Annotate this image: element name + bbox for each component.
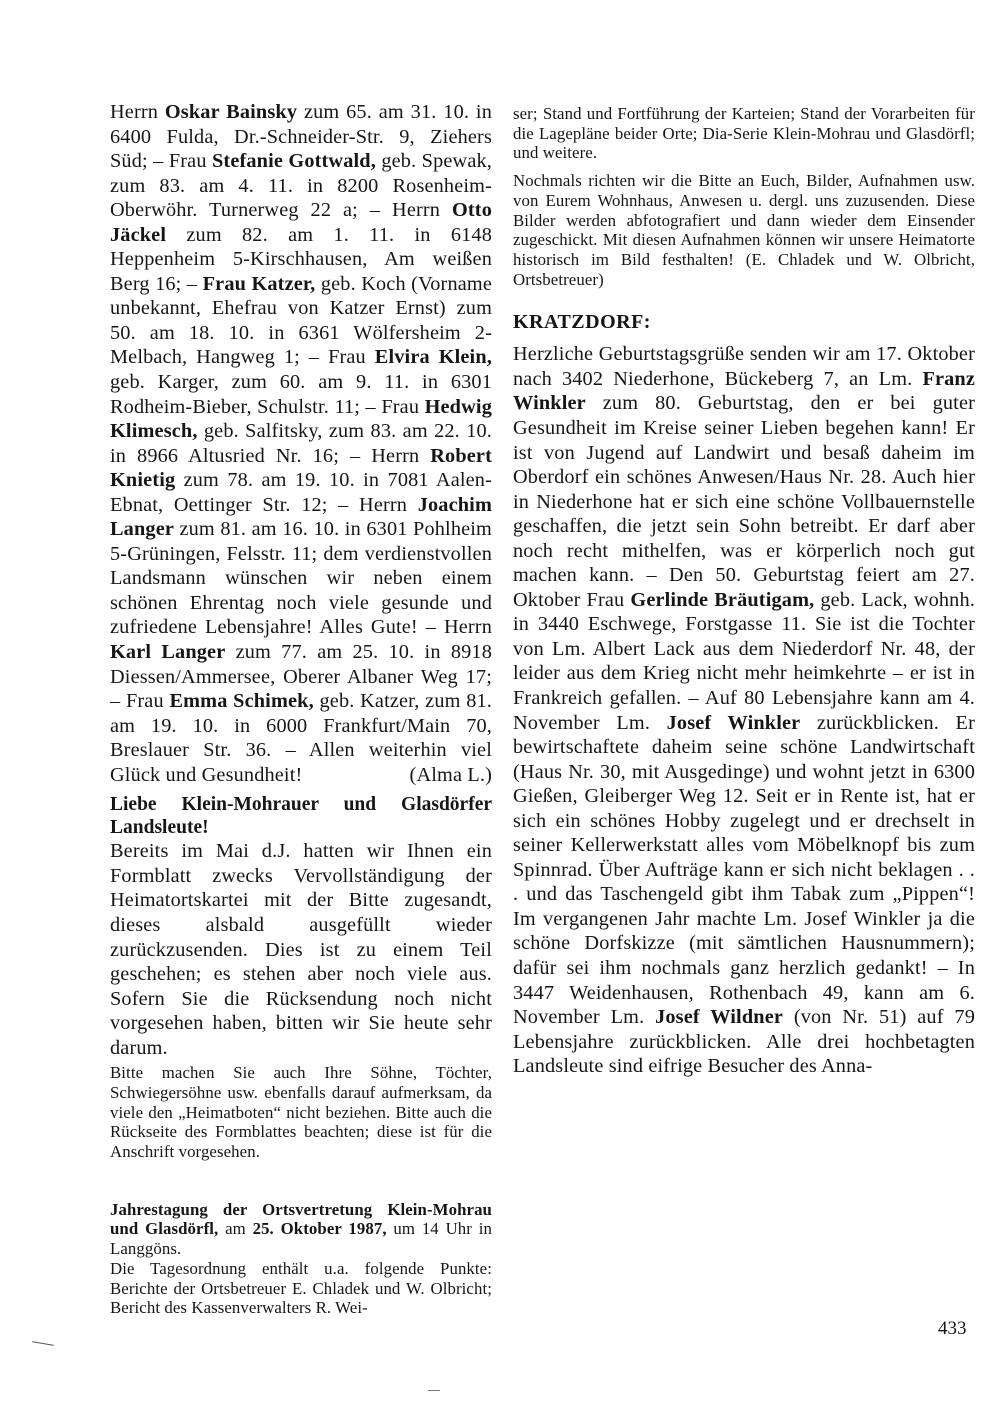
bold-name: Karl Langer [110,641,226,664]
scan-mark [32,1341,54,1346]
text-run: geb. Katzer, zum 81. am 19. 10. in 6000 Frankfurt/Main 70, Breslauer Str. 36. – Allen weiterhin viel Glück und Gesundheit! [110,690,493,786]
text-run: geb. Salfitsky, zum 83. am 22. 10. in 8966 Altusried Nr. 16; – Herrn [110,420,492,467]
paragraph [513,171,975,289]
text-run: Die Tagesordnung enthält u.a. folgende Punkte: Berichte der Ortsbetreuer E. Chladek und W. Olbricht; Bericht des Kassenverwalters R. Wei- [110,1258,492,1318]
bold-name: Emma Schimek, [169,690,314,713]
bold-name: Hedwig Klimesch, [110,395,492,443]
section-heading [513,311,975,334]
text-run: ser; Stand und Fortführung der Karteien; Stand der Vorarbeiten für die Lagepläne beider Orte; Dia-Serie Klein-Mohrau und Glasdörfl; und weitere. [513,104,975,163]
text-run: zum 80. Geburtstag, den er bei guter Gesundheit im Kreise seiner Lieben begehen kann! Er ist von Jugend auf Landwirt und besaß daheim im Oberdorf ein schönes Anwesen/Haus Nr. 28. Auch hier in Niederhone hat er sich eine schöne Vollbauernstelle geschaffen, die jetzt sein Sohn betreibt. Er darf aber noch recht mithelfen, was er körperlich noch gut machen kann. – Den 50. Geburtstag feiert am 27. Oktober Frau [513,392,975,611]
text-run: Bitte machen Sie auch Ihre Söhne, Töchter, Schwiegersöhne usw. ebenfalls darauf aufmerksam, da viele den „Heimatboten“ nicht beziehen. Bitte auch die Rückseite des Formblattes beachten; diese ist für die Anschrift vorgesehen. [110,1063,492,1162]
text-run: zum 78. am 19. 10. in 7081 Aalen-Ebnat, Oettinger Str. 12; – Herrn [110,469,492,516]
paragraph [110,100,492,787]
text-run: um 14 Uhr in Langgöns. [110,1219,492,1259]
paragraph [110,839,492,1060]
text-run: geb. Koch (Vorname unbekannt, Ehefrau von Katzer Ernst) zum 50. am 18. 10. in 6361 Wölfersheim 2-Melbach, Hangweg 1; – Frau [110,272,492,369]
text-run: Bereits im Mai d.J. hatten wir Ihnen ein Formblatt zwecks Vervollständigung der Heimatortskartei mit der Bitte zugesandt, dieses alsbald ausgefüllt wieder zurückzusenden. Dies ist zu einem Teil geschehen; es stehen aber noch viele aus. Sofern Sie die Rücksendung noch nicht vorgesehen haben, bitten wir Sie heute sehr darum. [110,840,492,1059]
text-run: geb. Karger, zum 60. am 9. 11. in 6301 Rodheim-Bieber, Schulstr. 11; – Frau [110,371,492,418]
paragraph [513,342,975,1078]
text-run: Herzliche Geburtstagsgrüße senden wir am 17. Oktober nach 3402 Niederhone, Bückeberg 7, an Lm. [513,343,975,390]
text-run: Nochmals richten wir die Bitte an Euch, Bilder, Aufnahmen usw. von Eurem Wohnhaus, Anwesen u. dergl. uns zuzusenden. Diese Bilder werden abfotografiert und dann wieder dem Einsender zugeschickt. Mit diesen Aufnahmen können wir unsere Heimatorte historisch im Bild festhalten! (E. Chladek und W. Olbricht, Ortsbetreuer) [513,171,975,289]
text-run: zum 65. am 31. 10. in 6400 Fulda, Dr.-Schneider-Str. 9, Ziehers Süd; – Frau [110,101,492,173]
bold-name: Jahrestagung der Ortsvertretung Klein-Mohrau und Glasdörfl, [110,1199,492,1239]
bold-name: 25. Oktober 1987, [252,1219,387,1239]
bold-name: Otto Jäckel [110,199,492,246]
bold-name: Joachim Langer [110,493,492,541]
paragraph [110,1200,492,1259]
bold-name: Elvira Klein, [374,346,492,369]
page-number: 433 [938,1318,967,1339]
bold-name: KRATZDORF: [513,311,651,334]
bold-name: Josef Winkler [666,711,801,734]
right-column [513,104,975,1079]
paragraph [513,104,975,163]
bold-name: Oskar Bainsky [164,101,298,123]
text-run: zurückblicken. Er bewirtschaftete daheim seine schöne Landwirtschaft (Haus Nr. 30, mit Ausgedinge) und wohnt jetzt in 6300 Gießen, Gleiberger Weg 12. Seit er in Rente ist, hat er sich ein schönes Hobby zugelegt und er drechselt in seiner Kellerwerkstatt alles vom Möbelknopf bis zum Spinnrad. Über Aufträge kann er sich nicht beklagen . . . und das Taschengeld gibt ihm Tabak zum „Pippen“! Im vergangenen Jahr machte Lm. Josef Winkler ja die schöne Dorfskizze (mit sämtlichen Hausnummern); dafür sei ihm nochmals ganz herzlich gedankt! – In 3447 Weidenhausen, Rothenbach 49, kann am 6. November Lm. [513,711,975,1029]
bold-name: Josef Wildner [655,1006,784,1029]
bold-name: Liebe Klein-Mohrauer und Glasdörfer Landsleute! [110,794,492,839]
paragraph [110,1259,492,1318]
bold-name: Stefanie Gottwald, [211,150,376,173]
text-run: zum 82. am 1. 11. in 6148 Heppenheim 5-Kirschhausen, Am weißen Berg 16; – [110,223,492,295]
section-heading [110,793,492,839]
paragraph [110,1063,492,1162]
text-run: Herrn [110,101,165,123]
bold-name: Franz Winkler [513,367,975,415]
text-run: am [218,1219,253,1239]
text-run: zum 81. am 16. 10. in 6301 Pohlheim 5-Grüningen, Felsstr. 11; dem verdienstvollen Landsmann wünschen wir neben einem schönen Ehrentag noch viele gesunde und zufriedene Lebensjahre! Alles Gute! – Herrn [110,518,492,639]
text-run: (von Nr. 51) auf 79 Lebensjahre zurückblicken. Alle drei hochbetagten Landsleute sind eifrige Besucher des Anna- [513,1006,975,1078]
text-run: geb. Lack, wohnh. in 3440 Eschwege, Forstgasse 11. Sie ist die Tochter von Lm. Albert Lack aus dem Niederdorf Nr. 48, der leider aus dem Krieg nicht mehr heimkehrte – er ist in Frankreich gefallen. – Auf 80 Lebensjahre kann am 4. November Lm. [513,588,975,734]
text-run: geb. Spewak, zum 83. am 4. 11. in 8200 Rosenheim-Oberwöhr. Turnerweg 22 a; – Herrn [110,150,492,222]
scan-mark [428,1390,440,1391]
text-run: (Alma L.) [409,763,492,786]
bold-name: Frau Katzer, [202,272,316,295]
text-run: zum 77. am 25. 10. in 8918 Diessen/Ammersee, Oberer Albaner Weg 17; – Frau [110,641,492,713]
left-column [110,100,492,1318]
bold-name: Robert Knietig [110,444,492,492]
bold-name: Gerlinde Bräutigam, [630,588,815,611]
